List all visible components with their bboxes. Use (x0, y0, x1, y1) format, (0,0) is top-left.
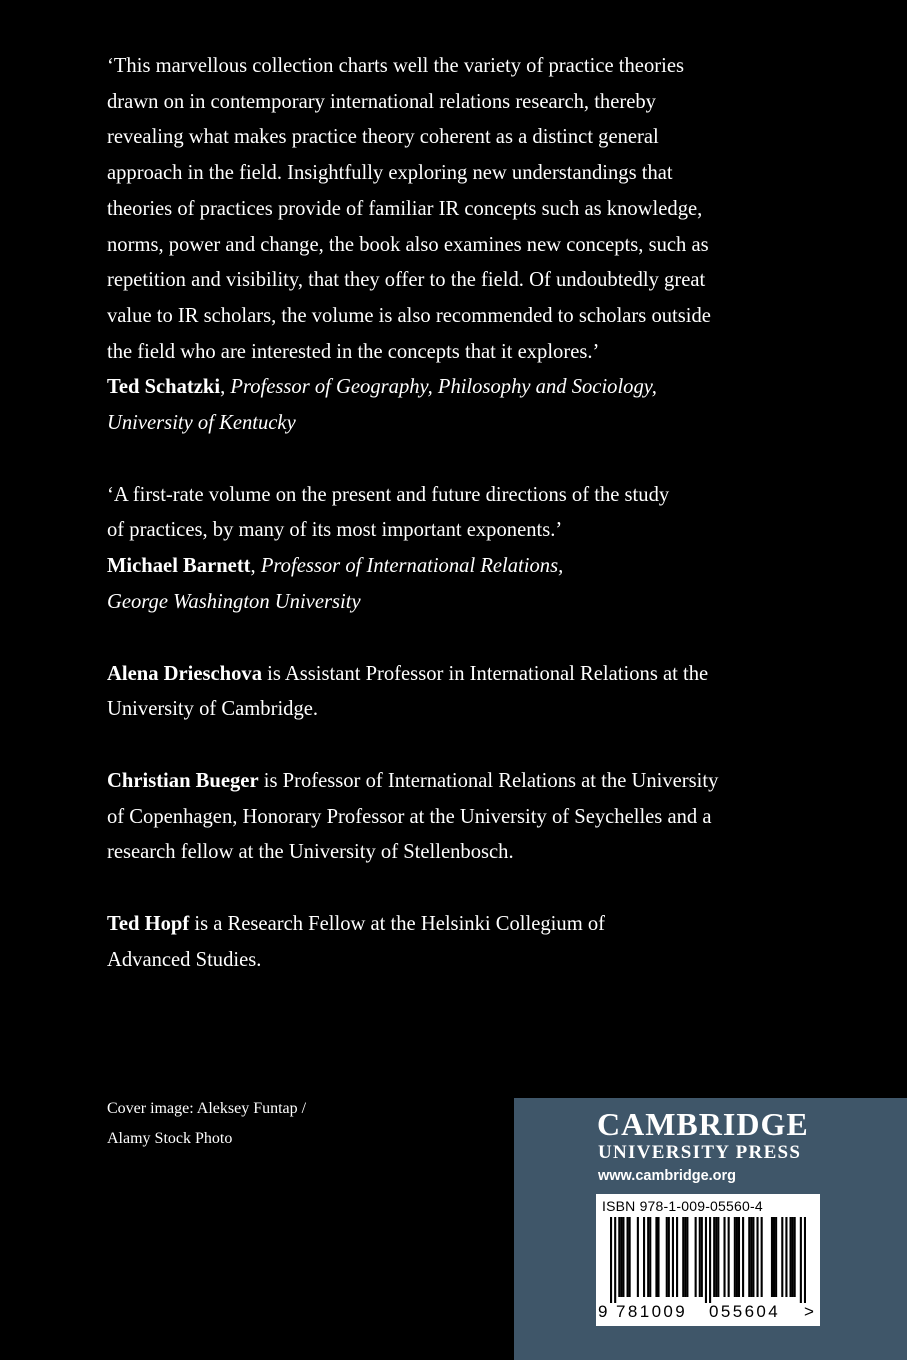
quote-line: approach in the field. Insightfully exploring new understandings that (107, 162, 673, 185)
barcode-bar (750, 1217, 752, 1297)
barcode-bar (804, 1217, 806, 1303)
bio-hopf (107, 907, 807, 978)
barcode-bar (756, 1217, 758, 1297)
barcode-bar (761, 1217, 763, 1297)
endorser-role: Professor of International Relations, (260, 555, 564, 578)
quote-line: norms, power and change, the book also examines new concepts, such as (107, 233, 709, 256)
barcode-bar (668, 1217, 670, 1297)
endorser-line (107, 549, 807, 585)
barcode-bar (713, 1217, 715, 1297)
barcode-bar (785, 1217, 787, 1297)
barcode-bar (684, 1217, 686, 1297)
barcode-bar (610, 1217, 612, 1303)
barcode-bar (614, 1217, 616, 1303)
quote-line: repetition and visibility, that they offer to the field. Of undoubtedly great (107, 269, 706, 292)
barcode-bar (629, 1217, 631, 1297)
barcode-bar (734, 1217, 736, 1297)
bio-text: is a Research Fellow at the Helsinki Collegium of (189, 913, 606, 936)
credit-line: Alamy Stock Photo (107, 1130, 233, 1147)
barcode-bar (699, 1217, 701, 1297)
barcode-bar (742, 1217, 744, 1297)
barcode-bar (773, 1217, 775, 1297)
editor-name: Alena Drieschova (107, 662, 263, 685)
barcode-bar (705, 1217, 707, 1303)
publisher-name: CAMBRIDGE (597, 1106, 809, 1142)
barcode-bar (800, 1217, 802, 1303)
bio-text: research fellow at the University of Stellenbosch. (107, 841, 514, 864)
endorsement-schatzki (107, 49, 807, 442)
barcode-bar (637, 1217, 639, 1297)
barcode-bar (643, 1217, 645, 1297)
cover-image-credit (107, 1094, 306, 1154)
barcode-bar (686, 1217, 688, 1297)
barcode-digits-left: 781009 (616, 1302, 688, 1321)
bio-text: is Professor of International Relations at the University (258, 769, 719, 792)
quote-line: the field who are interested in the concepts that it explores.’ (107, 340, 600, 363)
endorser-separator: , (220, 376, 231, 399)
quote-line: of practices, by many of its most important exponents.’ (107, 519, 563, 542)
barcode-bar (618, 1217, 620, 1297)
endorser-separator: , (250, 555, 261, 578)
bio-drieschova (107, 657, 807, 728)
barcode-bar (620, 1217, 622, 1297)
endorser-role: Professor of Geography, Philosophy and Sociology, (230, 376, 657, 399)
quote-line: drawn on in contemporary international relations research, thereby (107, 90, 656, 113)
publisher-subtitle: UNIVERSITY PRESS (598, 1142, 802, 1163)
quote-line: revealing what makes practice theory coherent as a distinct general (107, 126, 659, 149)
barcode-bar (752, 1217, 754, 1297)
isbn-label: ISBN 978-1-009-05560-4 (602, 1198, 763, 1214)
barcode-bar (728, 1217, 730, 1297)
barcode-bar (794, 1217, 796, 1297)
quote-line: value to IR scholars, the volume is also recommended to scholars outside (107, 304, 711, 327)
barcode-bars (610, 1217, 806, 1303)
barcode-digits-right: 055604 (709, 1302, 781, 1321)
barcode-bar (775, 1217, 777, 1297)
bio-text: University of Cambridge. (107, 698, 319, 721)
quote-line: ‘This marvellous collection charts well the variety of practice theories (107, 55, 684, 77)
credit-line: Cover image: Aleksey Funtap / (107, 1100, 307, 1117)
endorser-name: Ted Schatzki (107, 376, 221, 399)
barcode-bar (738, 1217, 740, 1297)
barcode-digit-lead: 9 (598, 1302, 608, 1321)
barcode-bar (715, 1217, 717, 1297)
editor-name: Christian Bueger (107, 769, 259, 792)
barcode-bar (666, 1217, 668, 1297)
barcode-bar (676, 1217, 678, 1297)
endorser-name: Michael Barnett (107, 555, 251, 578)
bio-text: Advanced Studies. (107, 948, 262, 971)
publisher-url: www.cambridge.org (598, 1168, 737, 1184)
quote-line: theories of practices provide of familiar IR concepts such as knowledge, (107, 197, 703, 220)
barcode-bar (701, 1217, 703, 1297)
barcode-bar (709, 1217, 711, 1303)
barcode-bar (771, 1217, 773, 1297)
editor-name: Ted Hopf (107, 913, 190, 936)
barcode-bar (695, 1217, 697, 1297)
endorser-affiliation: George Washington University (107, 590, 361, 613)
barcode-bar (781, 1217, 783, 1297)
bio-bueger (107, 764, 807, 871)
publisher-panel (514, 1098, 907, 1360)
quote-line: ‘A first-rate volume on the present and future directions of the study (107, 483, 670, 506)
barcode-bar (748, 1217, 750, 1297)
barcode-bar (789, 1217, 791, 1297)
barcode-bar (682, 1217, 684, 1297)
barcode-bar (723, 1217, 725, 1297)
barcode-bar (655, 1217, 657, 1297)
barcode-bar (622, 1217, 624, 1297)
barcode-bar (649, 1217, 651, 1297)
barcode-bar (792, 1217, 794, 1297)
endorser-affiliation: University of Kentucky (107, 412, 296, 435)
endorsement-barnett (107, 478, 807, 621)
barcode-end-mark: > (804, 1302, 814, 1321)
bio-text: is Assistant Professor in International Relations at the (262, 662, 709, 685)
bio-text: of Copenhagen, Honorary Professor at the University of Seychelles and a (107, 805, 712, 828)
endorser-line (107, 370, 807, 406)
barcode-bar (717, 1217, 719, 1297)
barcode-bar (736, 1217, 738, 1297)
back-cover-text (107, 49, 807, 978)
barcode-bar (672, 1217, 674, 1297)
isbn-barcode (596, 1194, 820, 1326)
barcode-bar (647, 1217, 649, 1297)
barcode-bar (627, 1217, 629, 1297)
barcode-bar (657, 1217, 659, 1297)
